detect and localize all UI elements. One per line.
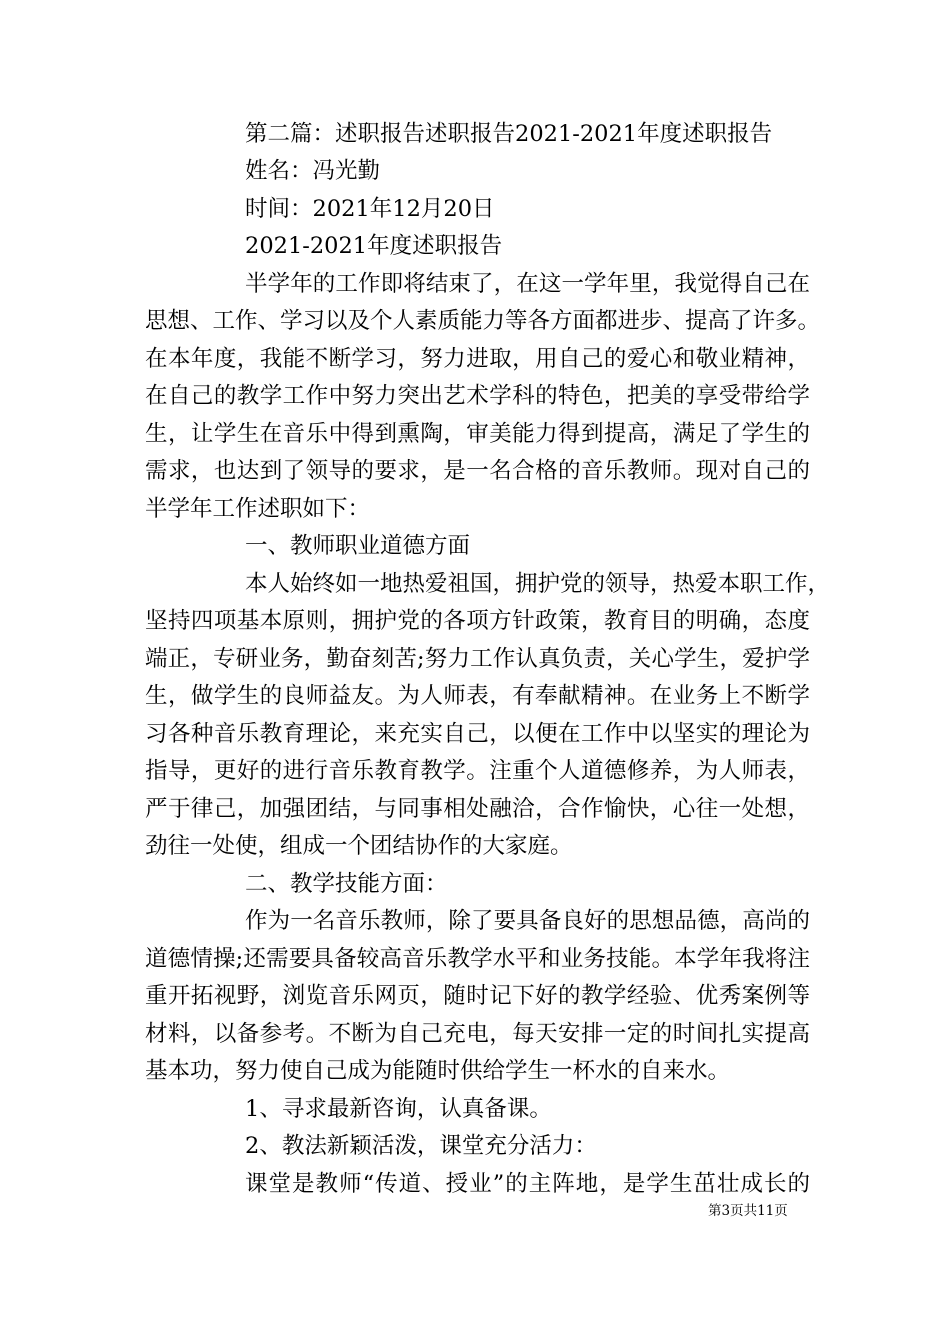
section-heading-2: 二、教学技能方面： <box>245 871 448 897</box>
paragraph-line: 基本功，努力使自己成为能随时供给学生一杯水的自来水。 <box>145 1058 731 1084</box>
report-title: 2021-2021年度述职报告 <box>245 233 503 259</box>
author-line: 姓名：冯光勤 <box>245 158 381 184</box>
paragraph-line: 在自己的教学工作中努力突出艺术学科的特色，把美的享受带给学 <box>145 383 810 409</box>
paragraph-line: 生，做学生的良师益友。为人师表，有奉献精神。在业务上不断学 <box>145 683 810 709</box>
paragraph-line: 材料，以备参考。不断为自己充电，每天安排一定的时间扎实提高 <box>145 1021 810 1047</box>
paragraph-line: 在本年度，我能不断学习，努力进取，用自己的爱心和敬业精神， <box>145 346 810 372</box>
paragraph-line: 本人始终如一地热爱祖国，拥护党的领导，热爱本职工作， <box>245 571 831 597</box>
paragraph-line: 严于律己，加强团结，与同事相处融洽，合作愉快，心往一处想， <box>145 796 810 822</box>
paragraph-line: 半学年的工作即将结束了，在这一学年里，我觉得自己在 <box>245 271 810 297</box>
paragraph-line: 道德情操;还需要具备较高音乐教学水平和业务技能。本学年我将注 <box>145 946 810 972</box>
paragraph-line: 端正，专研业务，勤奋刻苦;努力工作认真负责，关心学生，爱护学 <box>145 646 810 672</box>
section-heading-1: 一、教师职业道德方面 <box>245 533 471 559</box>
paragraph-line: 坚持四项基本原则，拥护党的各项方针政策，教育目的明确，态度 <box>145 608 810 634</box>
section-title: 第二篇：述职报告述职报告2021-2021年度述职报告 <box>245 121 773 147</box>
list-item: 2、教法新颖活泼，课堂充分活力： <box>245 1133 597 1159</box>
paragraph-line: 半学年工作述职如下： <box>145 496 371 522</box>
paragraph-line: 生，让学生在音乐中得到熏陶，审美能力得到提高，满足了学生的 <box>145 421 810 447</box>
paragraph-line: 习各种音乐教育理论，来充实自己，以便在工作中以坚实的理论为 <box>145 721 810 747</box>
page-number: 第3页共11页 <box>708 1203 788 1219</box>
paragraph-line: 需求，也达到了领导的要求，是一名合格的音乐教师。现对自己的 <box>145 458 810 484</box>
paragraph-line: 作为一名音乐教师，除了要具备良好的思想品德，高尚的 <box>245 908 810 934</box>
paragraph-line: 劲往一处使，组成一个团结协作的大家庭。 <box>145 833 573 859</box>
paragraph-line: 指导，更好的进行音乐教育教学。注重个人道德修养，为人师表， <box>145 758 810 784</box>
paragraph-line: 思想、工作、学习以及个人素质能力等各方面都进步、提高了许多。 <box>145 308 821 334</box>
list-item: 1、寻求最新咨询，认真备课。 <box>245 1096 552 1122</box>
paragraph-line: 重开拓视野，浏览音乐网页，随时记下好的教学经验、优秀案例等 <box>145 983 810 1009</box>
paragraph-line: 课堂是教师“传道、授业”的主阵地，是学生茁壮成长的 <box>245 1171 810 1197</box>
date-line: 时间：2021年12月20日 <box>245 196 495 222</box>
